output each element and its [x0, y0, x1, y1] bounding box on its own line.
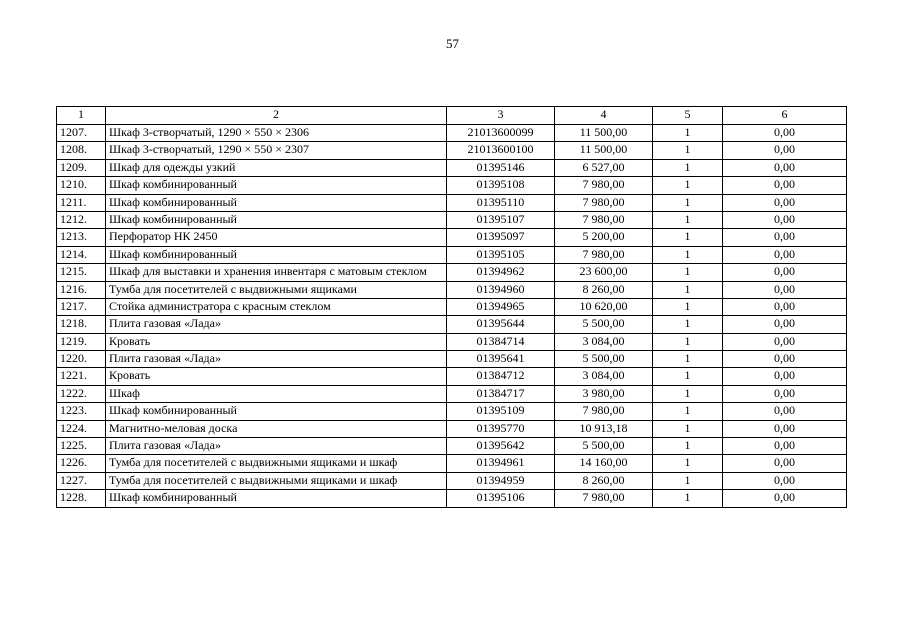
inventory-code-cell: 01394962 [447, 264, 555, 281]
quantity-cell: 1 [653, 125, 723, 142]
item-name-cell: Плита газовая «Лада» [106, 438, 447, 455]
inventory-code-cell: 01395641 [447, 351, 555, 368]
quantity-cell: 1 [653, 490, 723, 507]
quantity-cell: 1 [653, 142, 723, 159]
row-number-cell: 1214. [57, 246, 106, 263]
price-cell: 6 527,00 [555, 159, 653, 176]
residual-value-cell: 0,00 [723, 159, 847, 176]
inventory-code-cell: 01384714 [447, 333, 555, 350]
row-number-cell: 1209. [57, 159, 106, 176]
item-name-cell: Шкаф для выставки и хранения инвентаря с матовым стеклом [106, 264, 447, 281]
price-cell: 7 980,00 [555, 403, 653, 420]
price-cell: 7 980,00 [555, 246, 653, 263]
price-cell: 14 160,00 [555, 455, 653, 472]
quantity-cell: 1 [653, 159, 723, 176]
table-row [57, 385, 847, 402]
residual-value-cell: 0,00 [723, 194, 847, 211]
row-number-cell: 1226. [57, 455, 106, 472]
column-header-5: 5 [653, 107, 723, 125]
row-number-cell: 1215. [57, 264, 106, 281]
price-cell: 3 980,00 [555, 385, 653, 402]
inventory-table [56, 106, 847, 508]
column-header-2: 2 [106, 107, 447, 125]
row-number-cell: 1210. [57, 177, 106, 194]
residual-value-cell: 0,00 [723, 246, 847, 263]
table-row [57, 211, 847, 228]
inventory-code-cell: 01395146 [447, 159, 555, 176]
inventory-code-cell: 01394960 [447, 281, 555, 298]
quantity-cell: 1 [653, 211, 723, 228]
page-number: 57 [446, 36, 459, 51]
row-number-cell: 1221. [57, 368, 106, 385]
quantity-cell: 1 [653, 281, 723, 298]
residual-value-cell: 0,00 [723, 229, 847, 246]
residual-value-cell: 0,00 [723, 438, 847, 455]
residual-value-cell: 0,00 [723, 211, 847, 228]
row-number-cell: 1224. [57, 420, 106, 437]
row-number-cell: 1207. [57, 125, 106, 142]
table-row [57, 125, 847, 142]
table-row [57, 455, 847, 472]
item-name-cell: Шкаф [106, 385, 447, 402]
price-cell: 7 980,00 [555, 490, 653, 507]
item-name-cell: Стойка администратора с красным стеклом [106, 298, 447, 315]
quantity-cell: 1 [653, 385, 723, 402]
residual-value-cell: 0,00 [723, 281, 847, 298]
item-name-cell: Магнитно-меловая доска [106, 420, 447, 437]
column-header-3: 3 [447, 107, 555, 125]
quantity-cell: 1 [653, 333, 723, 350]
inventory-code-cell: 21013600100 [447, 142, 555, 159]
inventory-code-cell: 01384712 [447, 368, 555, 385]
table-row [57, 229, 847, 246]
price-cell: 8 260,00 [555, 281, 653, 298]
row-number-cell: 1216. [57, 281, 106, 298]
price-cell: 5 200,00 [555, 229, 653, 246]
item-name-cell: Шкаф комбинированный [106, 403, 447, 420]
inventory-code-cell: 01394959 [447, 472, 555, 489]
row-number-cell: 1217. [57, 298, 106, 315]
quantity-cell: 1 [653, 194, 723, 211]
row-number-cell: 1228. [57, 490, 106, 507]
table-row [57, 420, 847, 437]
table-row [57, 351, 847, 368]
table-row [57, 472, 847, 489]
quantity-cell: 1 [653, 264, 723, 281]
residual-value-cell: 0,00 [723, 142, 847, 159]
quantity-cell: 1 [653, 298, 723, 315]
table-row [57, 368, 847, 385]
quantity-cell: 1 [653, 403, 723, 420]
price-cell: 5 500,00 [555, 351, 653, 368]
item-name-cell: Тумба для посетителей с выдвижными ящиками [106, 281, 447, 298]
inventory-code-cell: 01395107 [447, 211, 555, 228]
residual-value-cell: 0,00 [723, 177, 847, 194]
inventory-code-cell: 01395105 [447, 246, 555, 263]
price-cell: 7 980,00 [555, 177, 653, 194]
row-number-cell: 1222. [57, 385, 106, 402]
row-number-cell: 1213. [57, 229, 106, 246]
quantity-cell: 1 [653, 229, 723, 246]
item-name-cell: Шкаф комбинированный [106, 246, 447, 263]
price-cell: 11 500,00 [555, 125, 653, 142]
price-cell: 10 620,00 [555, 298, 653, 315]
price-cell: 3 084,00 [555, 333, 653, 350]
item-name-cell: Кровать [106, 368, 447, 385]
inventory-code-cell: 01395644 [447, 316, 555, 333]
residual-value-cell: 0,00 [723, 490, 847, 507]
inventory-code-cell: 01395770 [447, 420, 555, 437]
inventory-code-cell: 01395106 [447, 490, 555, 507]
row-number-cell: 1220. [57, 351, 106, 368]
residual-value-cell: 0,00 [723, 298, 847, 315]
item-name-cell: Шкаф комбинированный [106, 211, 447, 228]
item-name-cell: Кровать [106, 333, 447, 350]
table-row [57, 246, 847, 263]
price-cell: 5 500,00 [555, 438, 653, 455]
table-body [57, 125, 847, 508]
row-number-cell: 1219. [57, 333, 106, 350]
table-row [57, 490, 847, 507]
row-number-cell: 1212. [57, 211, 106, 228]
price-cell: 3 084,00 [555, 368, 653, 385]
item-name-cell: Тумба для посетителей с выдвижными ящиками и шкаф [106, 455, 447, 472]
row-number-cell: 1218. [57, 316, 106, 333]
row-number-cell: 1223. [57, 403, 106, 420]
residual-value-cell: 0,00 [723, 368, 847, 385]
inventory-code-cell: 01395642 [447, 438, 555, 455]
residual-value-cell: 0,00 [723, 420, 847, 437]
column-header-1: 1 [57, 107, 106, 125]
quantity-cell: 1 [653, 438, 723, 455]
price-cell: 23 600,00 [555, 264, 653, 281]
item-name-cell: Шкаф комбинированный [106, 194, 447, 211]
table-row [57, 177, 847, 194]
quantity-cell: 1 [653, 368, 723, 385]
row-number-cell: 1227. [57, 472, 106, 489]
residual-value-cell: 0,00 [723, 472, 847, 489]
residual-value-cell: 0,00 [723, 333, 847, 350]
quantity-cell: 1 [653, 316, 723, 333]
residual-value-cell: 0,00 [723, 385, 847, 402]
table-row [57, 159, 847, 176]
residual-value-cell: 0,00 [723, 316, 847, 333]
quantity-cell: 1 [653, 177, 723, 194]
price-cell: 11 500,00 [555, 142, 653, 159]
inventory-code-cell: 01395108 [447, 177, 555, 194]
row-number-cell: 1208. [57, 142, 106, 159]
item-name-cell: Шкаф 3-створчатый, 1290 × 550 × 2307 [106, 142, 447, 159]
price-cell: 7 980,00 [555, 194, 653, 211]
table-row [57, 333, 847, 350]
quantity-cell: 1 [653, 351, 723, 368]
item-name-cell: Плита газовая «Лада» [106, 316, 447, 333]
table-header-row [57, 107, 847, 125]
item-name-cell: Тумба для посетителей с выдвижными ящиками и шкаф [106, 472, 447, 489]
column-header-6: 6 [723, 107, 847, 125]
item-name-cell: Шкаф для одежды узкий [106, 159, 447, 176]
table-row [57, 403, 847, 420]
residual-value-cell: 0,00 [723, 351, 847, 368]
inventory-code-cell: 01395109 [447, 403, 555, 420]
table-row [57, 281, 847, 298]
residual-value-cell: 0,00 [723, 125, 847, 142]
inventory-code-cell: 01395110 [447, 194, 555, 211]
row-number-cell: 1225. [57, 438, 106, 455]
quantity-cell: 1 [653, 420, 723, 437]
quantity-cell: 1 [653, 246, 723, 263]
item-name-cell: Шкаф комбинированный [106, 490, 447, 507]
inventory-code-cell: 01394965 [447, 298, 555, 315]
table-row [57, 316, 847, 333]
item-name-cell: Плита газовая «Лада» [106, 351, 447, 368]
price-cell: 7 980,00 [555, 211, 653, 228]
price-cell: 8 260,00 [555, 472, 653, 489]
residual-value-cell: 0,00 [723, 264, 847, 281]
row-number-cell: 1211. [57, 194, 106, 211]
item-name-cell: Перфоратор НК 2450 [106, 229, 447, 246]
price-cell: 10 913,18 [555, 420, 653, 437]
quantity-cell: 1 [653, 472, 723, 489]
price-cell: 5 500,00 [555, 316, 653, 333]
residual-value-cell: 0,00 [723, 403, 847, 420]
item-name-cell: Шкаф комбинированный [106, 177, 447, 194]
inventory-code-cell: 01394961 [447, 455, 555, 472]
residual-value-cell: 0,00 [723, 455, 847, 472]
table-row [57, 264, 847, 281]
inventory-code-cell: 01395097 [447, 229, 555, 246]
table-row [57, 298, 847, 315]
table-row [57, 142, 847, 159]
inventory-code-cell: 01384717 [447, 385, 555, 402]
table-row [57, 194, 847, 211]
quantity-cell: 1 [653, 455, 723, 472]
column-header-4: 4 [555, 107, 653, 125]
item-name-cell: Шкаф 3-створчатый, 1290 × 550 × 2306 [106, 125, 447, 142]
inventory-code-cell: 21013600099 [447, 125, 555, 142]
table-row [57, 438, 847, 455]
